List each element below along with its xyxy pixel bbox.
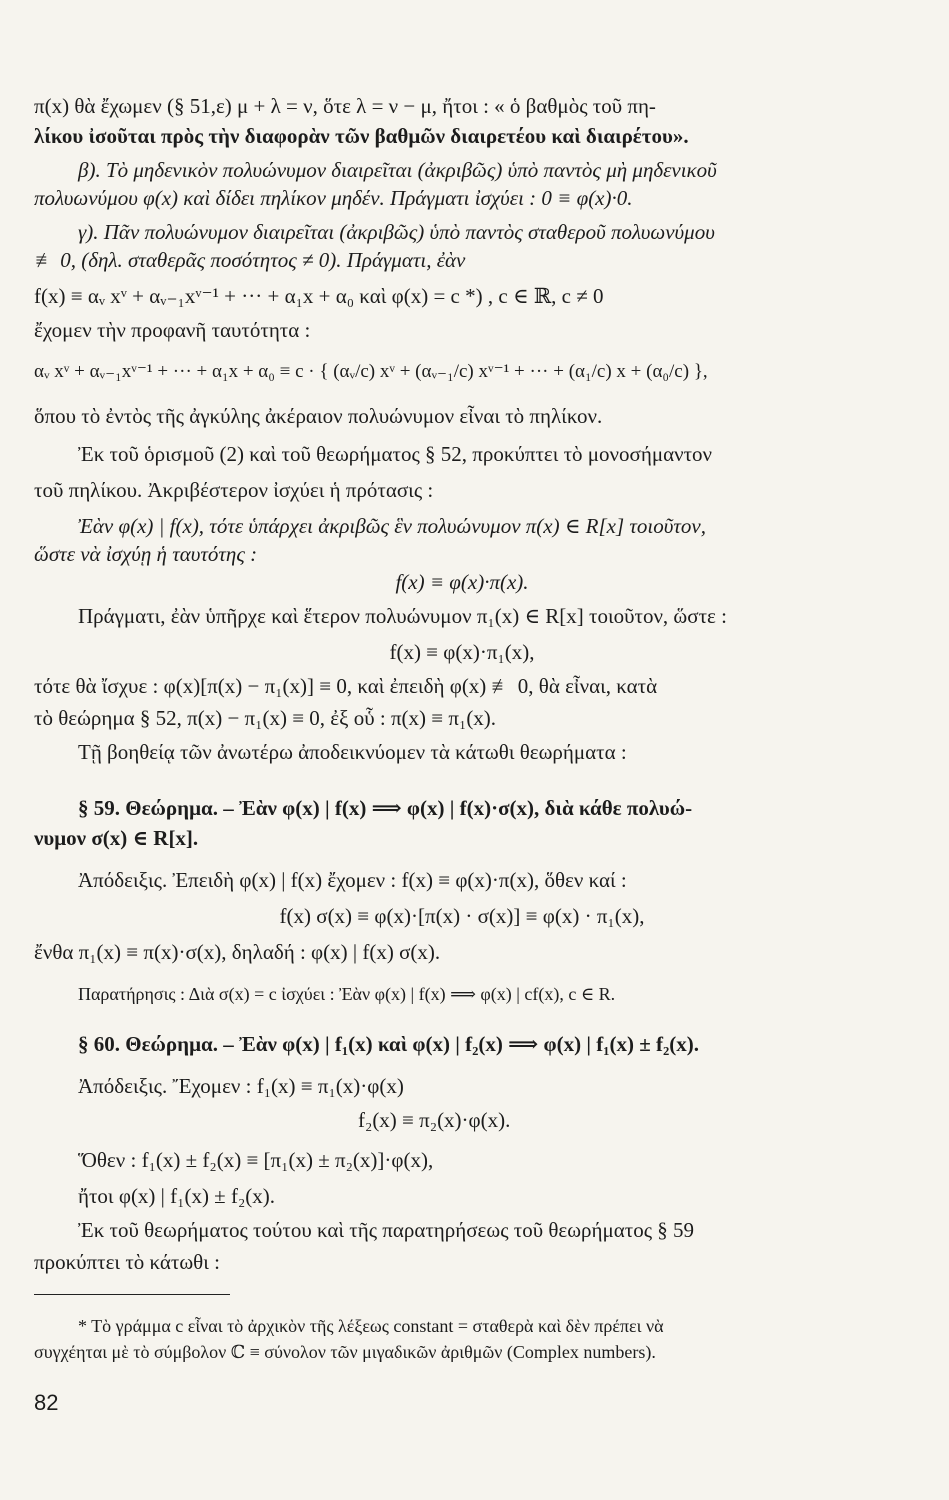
formula-line: f(x) σ(x) ≡ φ(x)·[π(x) · σ(x)] ≡ φ(x) · π₁(x), <box>279 904 645 928</box>
text-line: τὸ θεώρημα § 52, π(x) − π₁(x) ≡ 0, ἐξ οὗ : π(x) ≡ π₁(x). <box>34 706 497 730</box>
text-line: προκύπτει τὸ κάτωθι : <box>34 1250 220 1274</box>
text-line: Πράγματι, ἐὰν ὑπῆρχε καὶ ἕτερον πολυώνυμον π₁(x) ∈ R[x] τοιοῦτον, ὥστε : <box>78 604 727 628</box>
proof-line: Ἀπόδειξις. Ἔχομεν : f₁(x) ≡ π₁(x)·φ(x) <box>78 1074 404 1098</box>
formula-line: f(x) ≡ φ(x)·π₁(x), <box>389 640 535 664</box>
theorem-59-heading: § 59. Θεώρημα. – Ἐὰν φ(x) | f(x) ⟹ φ(x) | f(x)·σ(x), διὰ κάθε πολυώ- <box>78 796 693 820</box>
text-line: νυμον σ(x) ∈ R[x]. <box>34 826 199 850</box>
formula-line: f₂(x) ≡ π₂(x)·φ(x). <box>358 1108 511 1132</box>
text-line: τότε θὰ ἴσχυε : φ(x)[π(x) − π₁(x)] ≡ 0, καὶ ἐπειδὴ φ(x) ≢ 0, θὰ εἶναι, κατὰ <box>34 674 658 698</box>
theorem-60-heading: § 60. Θεώρημα. – Ἐὰν φ(x) | f₁(x) καὶ φ(x) | f₂(x) ⟹ φ(x) | f₁(x) ± f₂(x). <box>78 1032 700 1056</box>
proposition-line: ὥστε νὰ ἰσχύῃ ἡ ταυτότης : <box>34 542 258 566</box>
proposition-line: Ἐὰν φ(x) | f(x), τότε ὑπάρχει ἀκριβῶς ἓν πολυώνυμον π(x) ∈ R[x] τοιοῦτον, <box>78 514 706 538</box>
formula-line: ἤτοι φ(x) | f₁(x) ± f₂(x). <box>78 1184 276 1208</box>
page-number: 82 <box>34 1390 59 1415</box>
text-line: β). Τὸ μηδενικὸν πολυώνυμον διαιρεῖται (ἀκριβῶς) ὑπὸ παντὸς μὴ μηδενικοῦ <box>78 158 717 182</box>
remark-line: Παρατήρησις : Διὰ σ(x) = c ἰσχύει : Ἐὰν φ(x) | f(x) ⟹ φ(x) | cf(x), c ∈ R. <box>78 984 616 1004</box>
text-line: τοῦ πηλίκου. Ἀκριβέστερον ἰσχύει ἡ πρότασις : <box>34 478 434 502</box>
footnote-line: * Τὸ γράμμα c εἶναι τὸ ἀρχικὸν τῆς λέξεως constant = σταθερὰ καὶ δὲν πρέπει νὰ <box>78 1316 664 1336</box>
text-line: ἔχομεν τὴν προφανῆ ταυτότητα : <box>34 318 311 342</box>
footnote-line: συγχέηται μὲ τὸ σύμβολον ℂ ≡ σύνολον τῶν μιγαδικῶν ἀριθμῶν (Complex numbers). <box>34 1342 656 1362</box>
text-line: Τῇ βοηθείᾳ τῶν ἀνωτέρω ἀποδεικνύομεν τὰ κάτωθι θεωρήματα : <box>78 740 627 764</box>
proof-line: Ἀπόδειξις. Ἐπειδὴ φ(x) | f(x) ἔχομεν : f(x) ≡ φ(x)·π(x), ὅθεν καί : <box>78 868 627 892</box>
formula-line: αᵥ xᵛ + αᵥ₋₁xᵛ⁻¹ + ··· + α₁x + α₀ ≡ c · { (αᵥ/c) xᵛ + (αᵥ₋₁/c) xᵛ⁻¹ + ··· + (α₁/c) x + (α₀/c) }, <box>34 361 708 382</box>
text-line: πολυωνύμου φ(x) καὶ δίδει πηλίκον μηδέν. Πράγματι ἰσχύει : 0 ≡ φ(x)·0. <box>34 186 633 210</box>
formula-line: f(x) ≡ αᵥ xᵛ + αᵥ₋₁xᵛ⁻¹ + ··· + α₁x + α₀ καὶ φ(x) = c *) , c ∈ ℝ, c ≠ 0 <box>34 284 604 308</box>
text-line: ὅπου τὸ ἐντὸς τῆς ἀγκύλης ἀκέραιον πολυώνυμον εἶναι τὸ πηλίκον. <box>34 404 603 428</box>
footnote-divider <box>34 1294 230 1295</box>
formula-line: f(x) ≡ φ(x)·π(x). <box>395 570 529 594</box>
text-line: π(x) θὰ ἔχωμεν (§ 51,ε) μ + λ = ν, ὅτε λ = ν − μ, ἤτοι : « ὁ βαθμὸς τοῦ πη- <box>34 94 656 118</box>
text-line: Ἐκ τοῦ ὁρισμοῦ (2) καὶ τοῦ θεωρήματος § 52, προκύπτει τὸ μονοσήμαντον <box>78 442 713 466</box>
text-line: ἔνθα π₁(x) ≡ π(x)·σ(x), δηλαδή : φ(x) | f(x) σ(x). <box>34 940 441 964</box>
text-line: λίκου ἰσοῦται πρὸς τὴν διαφορὰν τῶν βαθμῶν διαιρετέου καὶ διαιρέτου». <box>34 124 689 148</box>
text-line: γ). Πᾶν πολυώνυμον διαιρεῖται (ἀκριβῶς) ὑπὸ παντὸς σταθεροῦ πολυωνύμου <box>78 220 715 244</box>
formula-line: Ὅθεν : f₁(x) ± f₂(x) ≡ [π₁(x) ± π₂(x)]·φ(x), <box>78 1148 434 1172</box>
text-line: Ἐκ τοῦ θεωρήματος τούτου καὶ τῆς παρατηρήσεως τοῦ θεωρήματος § 59 <box>78 1218 695 1242</box>
text-line: ≢ 0, (δηλ. σταθερᾶς ποσότητος ≠ 0). Πράγματι, ἐὰν <box>34 248 466 272</box>
